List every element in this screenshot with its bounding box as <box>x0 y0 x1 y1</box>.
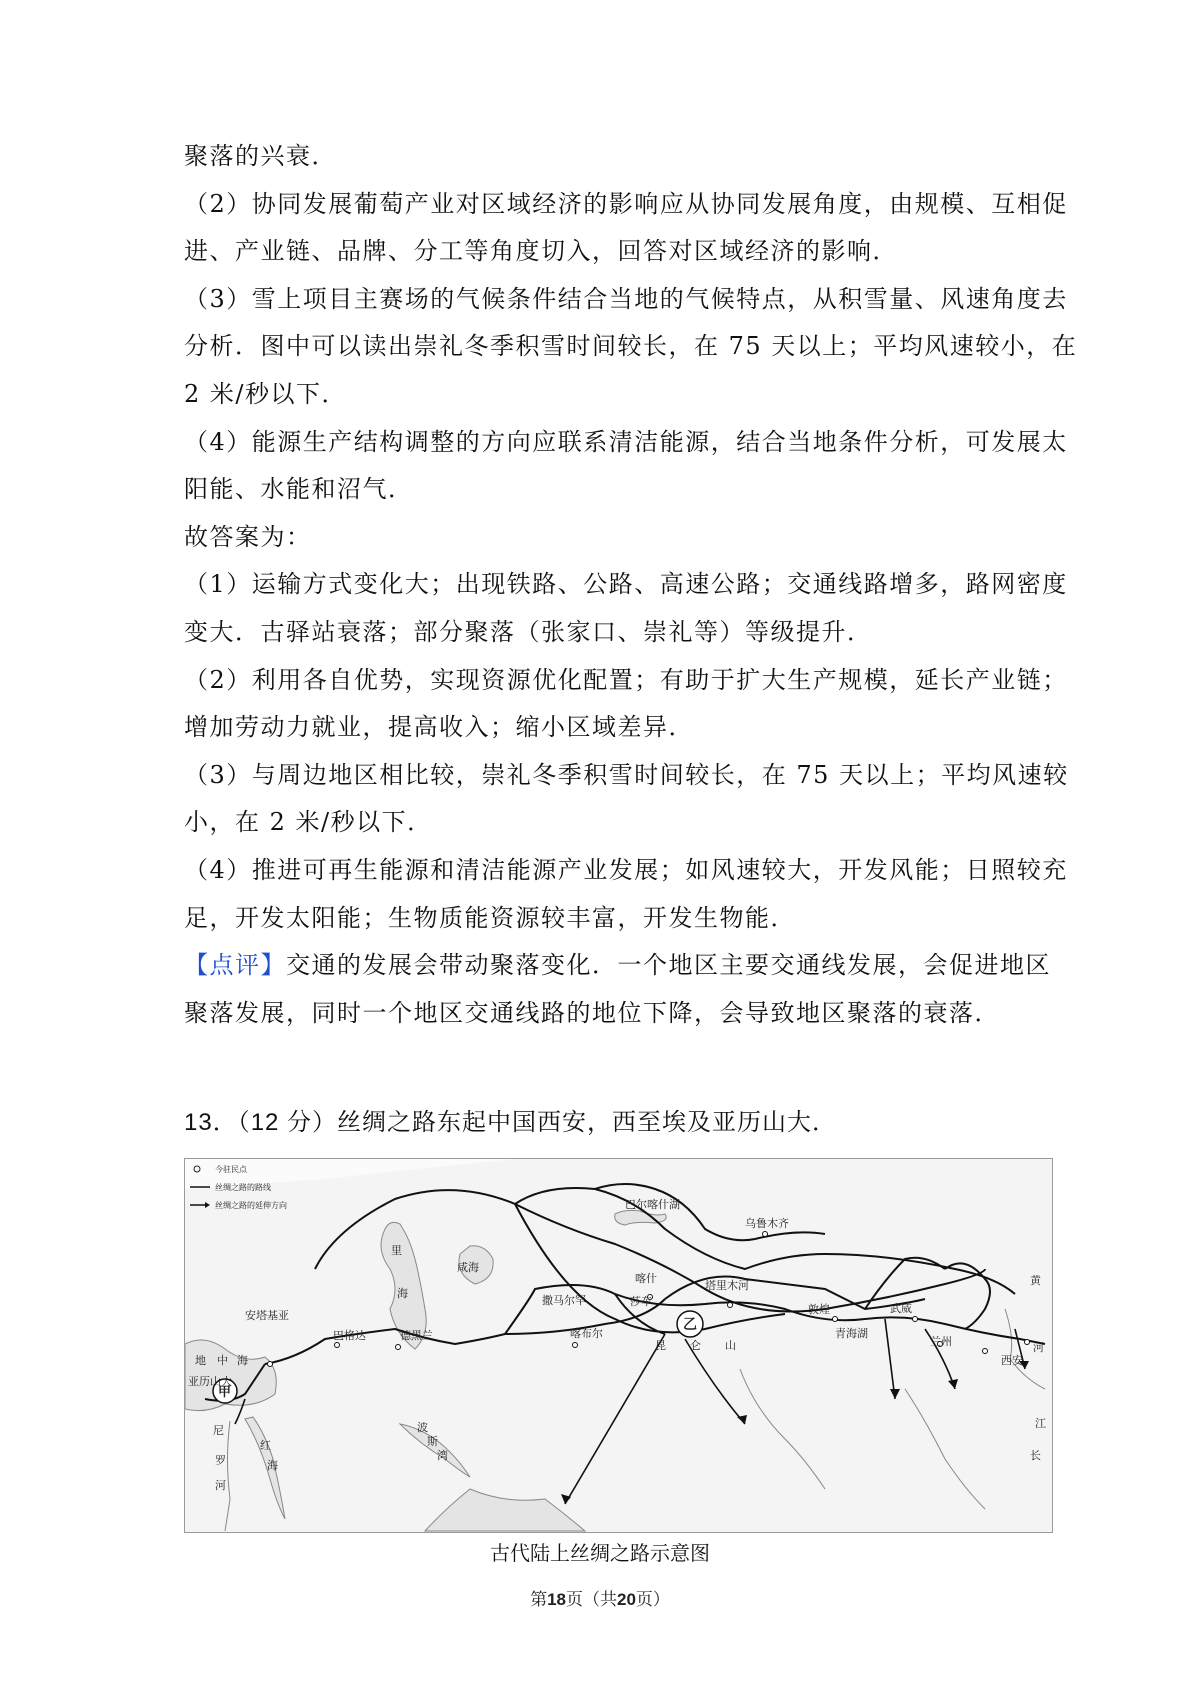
comment-tag: 【点评】 <box>184 951 286 980</box>
figure-caption: 古代陆上丝绸之路示意图 <box>490 1541 710 1565</box>
label-qinghai-lake: 青海湖 <box>835 1327 868 1340</box>
label-gulf-1: 波 <box>417 1421 428 1434</box>
text-line: 聚落的兴衰． <box>184 142 337 170</box>
label-jia: 甲 <box>218 1385 232 1400</box>
label-wuwei: 武威 <box>890 1302 912 1315</box>
label-shache: 莎车 <box>630 1295 652 1308</box>
label-kabul: 喀布尔 <box>570 1327 603 1340</box>
silk-road-map <box>184 1158 1053 1533</box>
footer-prefix: 第 <box>530 1590 548 1610</box>
label-kunlun-1: 昆 <box>655 1339 666 1352</box>
label-xian: 西安 <box>1001 1354 1023 1367</box>
label-kunlun-3: 山 <box>725 1339 736 1352</box>
label-tehran: 德黑兰 <box>400 1329 433 1342</box>
label-gulf-2: 斯 <box>427 1435 438 1448</box>
label-gulf-3: 湾 <box>437 1449 448 1462</box>
text-line: （1）运输方式变化大；出现铁路、公路、高速公路；交通线路增多，路网密度 <box>184 570 1068 599</box>
settlement-legend-icon <box>194 1166 200 1172</box>
text-line: 增加劳动力就业，提高收入；缩小区域差异． <box>184 713 694 742</box>
map-svg <box>185 1159 1052 1532</box>
footer-suffix: 页） <box>635 1590 670 1610</box>
text-line: （3）与周边地区相比较，崇礼冬季积雪时间较长，在 75 天以上；平均风速较 <box>184 760 1069 789</box>
text-line: 足，开发太阳能；生物质能资源较丰富，开发生物能． <box>184 903 796 932</box>
legend-settlement: 今驻民点 <box>215 1165 247 1174</box>
text-line: 故答案为： <box>184 522 312 551</box>
text-line: 分析．图中可以读出崇礼冬季积雪时间较长，在 75 天以上；平均风速较小，在 <box>184 332 1078 361</box>
comment-text: 交通的发展会带动聚落变化．一个地区主要交通线发展，会促进地区 <box>286 951 1051 980</box>
label-red-2: 海 <box>267 1459 278 1472</box>
label-baghdad: 巴格达 <box>333 1329 366 1342</box>
label-kunlun-2: 仑 <box>690 1339 701 1352</box>
text-line: 进、产业链、品牌、分工等角度切入，回答对区域经济的影响． <box>184 237 898 266</box>
comment-line <box>184 942 1051 990</box>
answer-body <box>184 133 1078 1037</box>
label-lanzhou: 兰州 <box>930 1335 952 1348</box>
label-nile-3: 河 <box>215 1479 226 1492</box>
label-dunhuang: 敦煌 <box>808 1303 830 1316</box>
footer-middle: 页（共 <box>566 1590 617 1610</box>
label-med-2: 中 <box>217 1354 228 1367</box>
text-line: （2）利用各自优势，实现资源优化配置；有助于扩大生产规模，延长产业链； <box>184 665 1068 694</box>
label-caspian-2: 海 <box>397 1287 408 1300</box>
text-line: （3）雪上项目主赛场的气候条件结合当地的气候特点，从积雪量、风速角度去 <box>184 284 1068 313</box>
label-huang: 黄 <box>1030 1274 1041 1287</box>
footer-page-number: 18 <box>547 1590 566 1609</box>
label-kashgar: 喀什 <box>635 1272 657 1285</box>
text-line: 2 米/秒以下． <box>184 379 347 408</box>
label-yi: 乙 <box>683 1317 697 1333</box>
label-nile-2: 罗 <box>215 1454 226 1467</box>
text-line: （2）协同发展葡萄产业对区域经济的影响应从协同发展角度，由规模、互相促 <box>184 189 1068 218</box>
label-med-1: 地 <box>195 1354 206 1367</box>
label-caspian-1: 里 <box>391 1244 402 1257</box>
label-nile-1: 尼 <box>213 1424 224 1437</box>
label-yangtze-1: 长 <box>1030 1449 1041 1462</box>
label-yangtze-2: 江 <box>1035 1417 1046 1430</box>
label-red-1: 红 <box>260 1439 271 1452</box>
label-he: 河 <box>1033 1341 1044 1354</box>
page-footer <box>0 1585 1200 1610</box>
label-urumqi: 乌鲁木齐 <box>745 1217 789 1230</box>
label-balkhash: 巴尔喀什湖 <box>625 1198 680 1211</box>
legend-route: 丝绸之路的路线 <box>215 1183 271 1192</box>
label-antioch: 安塔基亚 <box>245 1309 289 1322</box>
text-line: （4）能源生产结构调整的方向应联系清洁能源，结合当地条件分析，可发展太 <box>184 427 1068 456</box>
legend-extension: 丝绸之路的延伸方向 <box>215 1201 287 1210</box>
text-line: 小，在 2 米/秒以下． <box>184 808 433 837</box>
label-samarkand: 撒马尔罕 <box>542 1294 586 1307</box>
label-med-3: 海 <box>237 1354 248 1367</box>
footer-total-pages: 20 <box>617 1590 636 1609</box>
text-line: （4）推进可再生能源和清洁能源产业发展；如风速较大，开发风能；日照较充 <box>184 855 1068 884</box>
label-alexandria: 亚历山大 <box>188 1375 232 1388</box>
text-line: 阳能、水能和沼气． <box>184 475 414 504</box>
comment-line-2: 聚落发展，同时一个地区交通线路的地位下降，会导致地区聚落的衰落． <box>184 998 1000 1027</box>
label-aral: 咸海 <box>457 1261 479 1274</box>
label-tarim: 塔里木河 <box>705 1279 749 1292</box>
text-line: 变大．古驿站衰落；部分聚落（张家口、崇礼等）等级提升． <box>184 617 873 646</box>
question-13: 13．（12 分）丝绸之路东起中国西安，西至埃及亚历山大． <box>184 1109 838 1136</box>
